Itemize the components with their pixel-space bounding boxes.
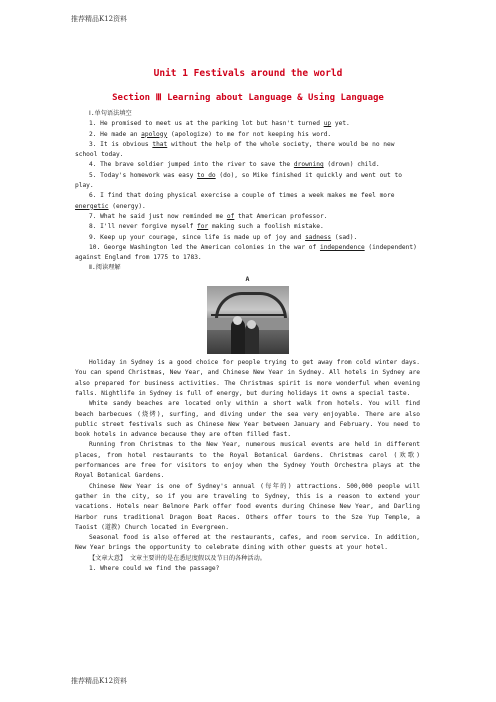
passage-paragraph-2: White sandy beaches are located only within a short walk from hotels. You will find beach barbecues (烧烤), surfing, and diving under the sea very enjoyable. There are also public street festivals such as Chinese New Year between January and February. You need to book hotels in advance because they are often filled fast. (75, 400, 420, 439)
q4-text-a: 4. The brave soldier jumped into the river to save the (89, 161, 294, 169)
section-heading-grammar: Ⅰ.单句语法填空 (89, 110, 132, 117)
passage-label: A (245, 274, 250, 283)
q5-answer: to do (197, 171, 216, 179)
question-9 (75, 233, 420, 243)
question-1 (75, 119, 420, 129)
question-8 (75, 222, 420, 232)
worksheet-content (75, 109, 420, 574)
person-1-head (233, 316, 242, 325)
article-summary: 【文章大意】 文章主要讲的是在悉尼度假以及节日的各种活动。 (89, 554, 266, 562)
q9-text-b: (sad). (331, 233, 358, 241)
q3-text-a: 3. It is obvious (89, 140, 153, 148)
q5-text-b: (do), so Mike finished it quickly and went out to play. (75, 171, 402, 190)
q7-text-a: 7. What he said just now reminded me (89, 212, 227, 220)
q4-answer: drowning (293, 161, 324, 169)
question-2 (75, 130, 420, 140)
q1-text-b: yet. (331, 120, 350, 128)
q9-answer: sadness (305, 233, 332, 241)
question-4 (75, 160, 420, 170)
question-6 (75, 191, 420, 212)
q9-text-a: 9. Keep up your courage, since life is made up of joy and (89, 233, 306, 241)
q3-answer: that (152, 140, 168, 148)
q6-text-b: (energy). (108, 202, 146, 210)
q8-text-a: 8. I'll never forgive myself (89, 223, 198, 231)
page-footer: 推荐精品K12资料 (71, 677, 128, 685)
question-7 (75, 212, 420, 222)
question-3 (75, 140, 420, 161)
q10-text-b: (independent) against England from 1775 to 1783. (75, 243, 417, 262)
page-header: 推荐精品K12资料 (71, 15, 128, 23)
q2-text-a: 2. He made an (89, 130, 142, 138)
passage-paragraph-5: Seasonal food is also offered at the restaurants, cafes, and room service. In addition, New Year brings the opportunity to celebrate dining with other guests at your hotel. (75, 534, 420, 552)
q2-text-b: (apologize) to me for not keeping his word. (167, 130, 332, 138)
q1-answer: up (323, 120, 332, 128)
section-title: Section Ⅲ Learning about Language & Using Language (112, 93, 384, 103)
sydney-harbour-photo (207, 286, 289, 354)
q6-text-a: 6. I find that doing physical exercise a couple of times a week makes me feel more (89, 192, 395, 200)
question-10 (75, 243, 420, 264)
q6-answer: energetic (75, 202, 109, 210)
passage-paragraph-3: Running from Christmas to the New Year, numerous musical events are held in different places, from hotel restaurants to the Royal Botanical Gardens. Christmas carol (欢歌) performances are free for visitors to enjoy when the Sydney Youth Orchestra plays at the Royal Botanical Gardens. (75, 441, 420, 480)
bridge-deck-shape (211, 314, 285, 316)
q7-text-b: that American professor. (234, 212, 328, 220)
reading-question-1: 1. Where could we find the passage? (89, 564, 220, 572)
unit-title: Unit 1 Festivals around the world (153, 68, 343, 79)
q1-text-a: 1. He promised to meet us at the parking lot but hasn't turned (89, 120, 324, 128)
q4-text-b: (drown) child. (323, 161, 380, 169)
q5-text-a: 5. Today's homework was easy (89, 171, 198, 179)
q10-text-a: 10. George Washington led the American colonies in the war of (89, 243, 320, 251)
section-heading-reading: Ⅱ.阅读理解 (89, 264, 121, 272)
q8-text-b: making such a foolish mistake. (208, 223, 324, 231)
q7-answer: of (226, 212, 235, 220)
q10-answer: independence (319, 243, 365, 251)
passage-paragraph-4: Chinese New Year is one of Sydney's annual (每年的) attractions. 500,000 people will gather in the city, so if you are traveling to Sydney, this is a reason to extend your vacations. Hotels near Belmore Park offer food events during Chinese New Year, and Darling Harbor runs traditional Dragon Boat Races. Others offer tours to the Sze Yup Temple, a Taoist (道教) Church located in Evergreen. (75, 482, 420, 531)
q8-answer: for (197, 223, 209, 231)
q2-answer: apology (141, 130, 168, 138)
person-2-head (247, 320, 256, 329)
passage-paragraph-1: Holiday in Sydney is a good choice for people trying to get away from cold winter days. You can spend Christmas, New Year, and Chinese New Year in Sydney. All hotels in Sydney are also prepared for business activities. The Christmas spirit is more wonderful when evening falls. Nightlife in Sydney is full of energy, but during holidays it owns a special taste. (75, 359, 420, 397)
q3-text-b: without the help of the whole society, there would be no new school today. (75, 140, 395, 159)
question-5 (75, 171, 420, 192)
